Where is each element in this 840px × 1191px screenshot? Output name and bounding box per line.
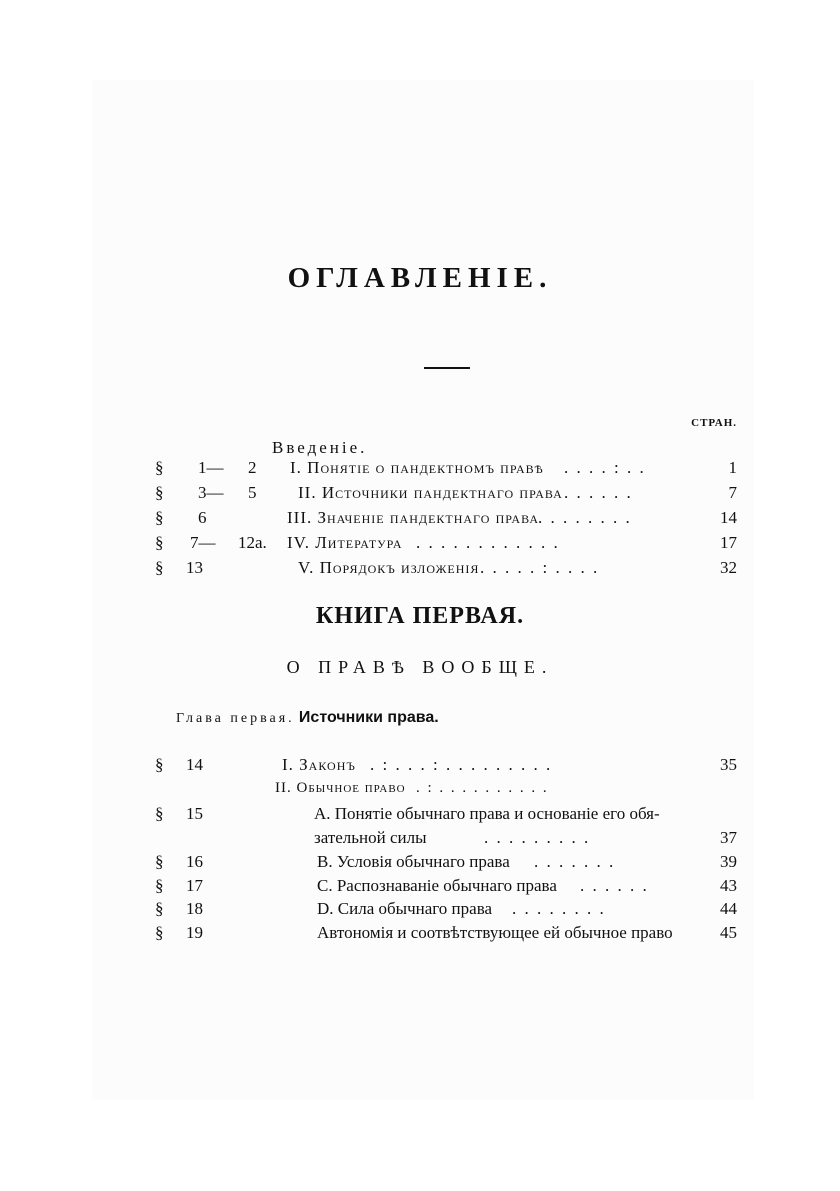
leader-dots: . : . . . . . . . . . . bbox=[416, 780, 549, 796]
leader-dots: . . . . . . . . . . . . bbox=[416, 533, 560, 552]
entry-label: II. Обычное право bbox=[275, 780, 406, 796]
leader-dots: . . . . . . . . . bbox=[484, 828, 591, 847]
entry-label: III. Значеніе пандектнаго права bbox=[287, 508, 539, 527]
book-title: КНИГА ПЕРВАЯ. bbox=[315, 603, 525, 629]
entry-label: Автономія и соотвѣтствующее ей обычное право bbox=[317, 923, 673, 942]
entry-page: 43 bbox=[720, 876, 737, 895]
section-to: 12а. bbox=[238, 533, 267, 552]
entry-page: 1 bbox=[728, 458, 737, 477]
entry-label: IV. Литература bbox=[287, 533, 403, 552]
entry-page: 17 bbox=[720, 533, 737, 552]
toc-entry bbox=[0, 780, 840, 804]
section-sign: § bbox=[155, 755, 164, 774]
pages-column-header: СТРАН. bbox=[691, 417, 737, 429]
section-sign: § bbox=[155, 804, 164, 823]
toc-entry bbox=[0, 899, 840, 923]
section-number: 15 bbox=[186, 804, 203, 823]
leader-dots: . . . . . . . . bbox=[512, 899, 606, 918]
toc-entry bbox=[0, 923, 840, 947]
toc-entry bbox=[0, 876, 840, 900]
section-number: 17 bbox=[186, 876, 203, 895]
section-sign: § bbox=[155, 852, 164, 871]
chapter-title: Источники права. bbox=[298, 709, 439, 726]
section-from: 13 bbox=[186, 558, 203, 577]
leader-dots: . : . . . : . . . . . . . . . bbox=[370, 755, 553, 774]
toc-entry bbox=[0, 558, 840, 582]
chapter-heading bbox=[176, 707, 439, 727]
toc-entry-continuation bbox=[0, 828, 840, 852]
entry-label: II. Источники пандектнаго права bbox=[298, 483, 563, 502]
section-from: 7— bbox=[190, 533, 216, 552]
section-to: 5 bbox=[248, 483, 257, 502]
entry-page: 44 bbox=[720, 899, 737, 918]
section-sign: § bbox=[155, 558, 164, 577]
toc-entry bbox=[0, 483, 840, 507]
entry-label: I. Законъ bbox=[282, 755, 356, 774]
entry-label: С. Распознаваніе обычнаго права bbox=[317, 876, 557, 895]
entry-page: 7 bbox=[728, 483, 737, 502]
entry-page: 39 bbox=[720, 852, 737, 871]
toc-entry bbox=[0, 458, 840, 482]
toc-entry bbox=[0, 508, 840, 532]
entry-label: I. Понятіе о пандектномъ правѣ bbox=[290, 458, 544, 477]
entry-label: D. Сила обычнаго права bbox=[317, 899, 493, 918]
section-to: 2 bbox=[248, 458, 257, 477]
document-title: ОГЛАВЛЕНІЕ. bbox=[287, 262, 553, 294]
title-rule bbox=[424, 367, 470, 369]
leader-dots: . . . . . . bbox=[580, 876, 649, 895]
entry-label: зательной силы bbox=[314, 828, 427, 847]
section-sign: § bbox=[155, 876, 164, 895]
section-sign: § bbox=[155, 923, 164, 942]
section-from: 1— bbox=[198, 458, 224, 477]
section-sign: § bbox=[155, 899, 164, 918]
leader-dots: . . . . . . bbox=[564, 483, 633, 502]
section-number: 18 bbox=[186, 899, 203, 918]
chapter-label: Глава первая. bbox=[176, 711, 295, 726]
section-sign: § bbox=[155, 533, 164, 552]
section-from: 3— bbox=[198, 483, 224, 502]
entry-page: 35 bbox=[720, 755, 737, 774]
section-number: 14 bbox=[186, 755, 203, 774]
entry-label: В. Условія обычнаго права bbox=[317, 852, 510, 871]
toc-entry bbox=[0, 533, 840, 557]
leader-dots: . . . . . : . . . . bbox=[480, 558, 600, 577]
leader-dots: . . . . . . . bbox=[534, 852, 616, 871]
section-sign: § bbox=[155, 508, 164, 527]
section-number: 16 bbox=[186, 852, 203, 871]
toc-entry bbox=[0, 804, 840, 828]
entry-page: 14 bbox=[720, 508, 737, 527]
section-number: 19 bbox=[186, 923, 203, 942]
entry-page: 45 bbox=[720, 923, 737, 942]
introduction-heading: Введеніе. bbox=[272, 438, 368, 457]
section-sign: § bbox=[155, 483, 164, 502]
section-from: 6 bbox=[198, 508, 207, 527]
paper-sheet bbox=[92, 80, 754, 1100]
entry-label: А. Понятіе обычнаго права и основаніе его обя- bbox=[314, 804, 660, 823]
entry-label: V. Порядокъ изложенія bbox=[298, 558, 480, 577]
entry-page: 32 bbox=[720, 558, 737, 577]
toc-entry bbox=[0, 755, 840, 779]
leader-dots: . . . . . . . . bbox=[538, 508, 632, 527]
leader-dots: . . . . : . . bbox=[564, 458, 646, 477]
entry-page: 37 bbox=[720, 828, 737, 847]
section-sign: § bbox=[155, 458, 164, 477]
book-subtitle: О ПРАВѢ ВООБЩЕ. bbox=[286, 657, 554, 677]
toc-entry bbox=[0, 852, 840, 876]
